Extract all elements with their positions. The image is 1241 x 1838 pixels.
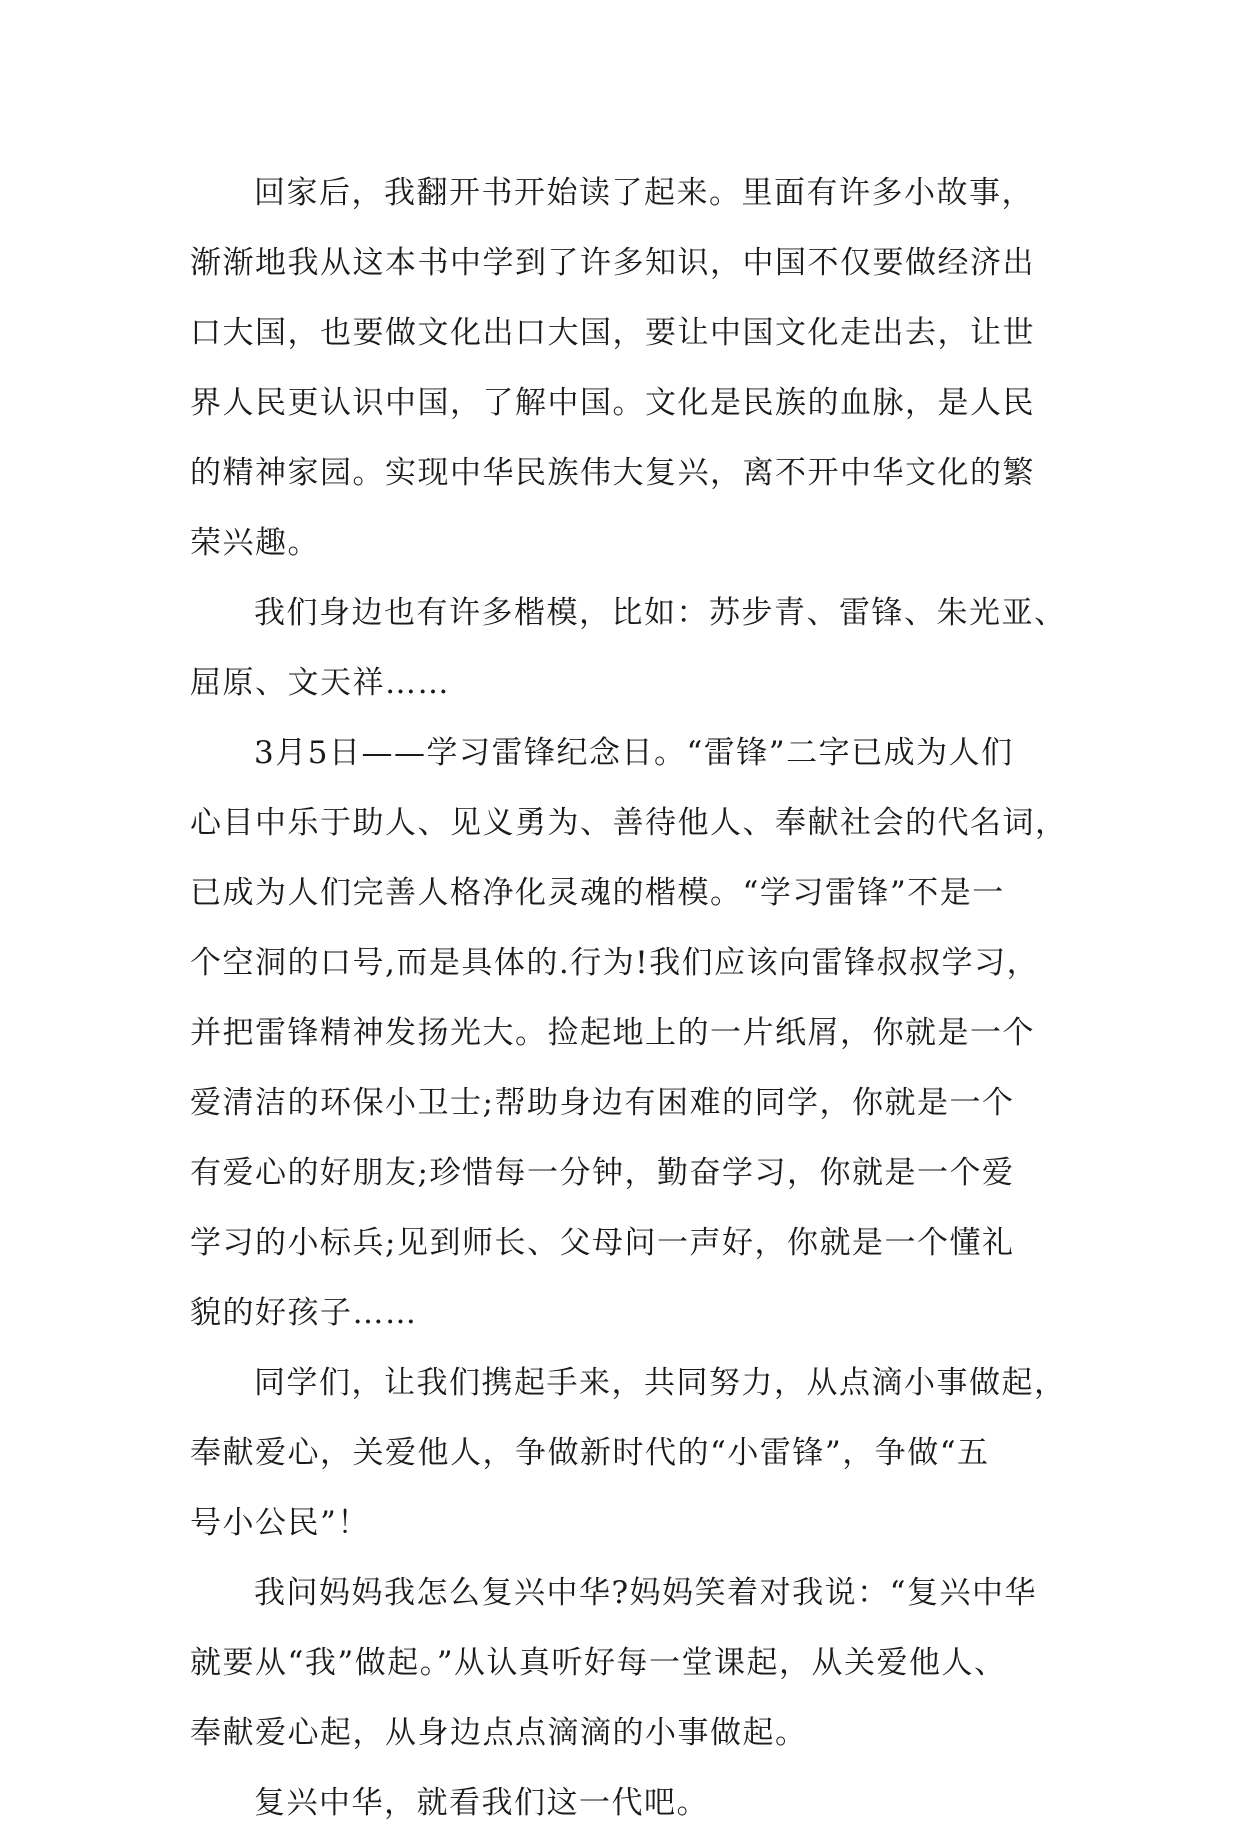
- text-line: 学习的小标兵;见到师长、父母问一声好，你就是一个懂礼: [190, 1225, 1015, 1261]
- text-line: 我问妈妈我怎么复兴中华?妈妈笑着对我说：“复兴中华: [254, 1575, 1037, 1611]
- text-line: 口大国，也要做文化出口大国，要让中国文化走出去，让世: [190, 315, 1035, 351]
- text-line: 已成为人们完善人格净化灵魂的楷模。“学习雷锋”不是一: [190, 875, 1005, 911]
- text-line: 号小公民”！: [190, 1505, 370, 1541]
- text-line: 并把雷锋精神发扬光大。捡起地上的一片纸屑，你就是一个: [190, 1015, 1035, 1051]
- text-line: 回家后，我翻开书开始读了起来。里面有许多小故事，: [254, 175, 1034, 211]
- text-line: 就要从“我”做起。”从认真听好每一堂课起，从关爱他人、: [190, 1645, 1007, 1681]
- text-line: 奉献爱心起，从身边点点滴滴的小事做起。: [190, 1715, 808, 1751]
- text-line: 我们身边也有许多楷模，比如：苏步青、雷锋、朱光亚、: [254, 595, 1067, 631]
- paragraph-6: [190, 1768, 1052, 1838]
- document-body: [190, 158, 1068, 1838]
- text-line: 奉献爱心，关爱他人，争做新时代的“小雷锋”，争做“五: [190, 1435, 990, 1471]
- paragraph-5: [190, 1558, 1052, 1768]
- text-line: 的精神家园。实现中华民族伟大复兴，离不开中华文化的繁: [190, 455, 1035, 491]
- text-line: 个空洞的口号,而是具体的.行为!我们应该向雷锋叔叔学习，: [190, 945, 1040, 981]
- paragraph-1: [190, 158, 1052, 578]
- text-line: 心目中乐于助人、见义勇为、善待他人、奉献社会的代名词，: [190, 805, 1068, 841]
- paragraph-2: [190, 578, 1067, 718]
- paragraph-4: [190, 1348, 1067, 1558]
- text-line: 3月5日——学习雷锋纪念日。“雷锋”二字已成为人们: [254, 735, 1014, 771]
- paragraph-3: [190, 718, 1068, 1348]
- text-line: 界人民更认识中国，了解中国。文化是民族的血脉，是人民: [190, 385, 1035, 421]
- text-line: 屈原、文天祥……: [190, 665, 450, 701]
- text-line: 同学们，让我们携起手来，共同努力，从点滴小事做起，: [254, 1365, 1067, 1401]
- text-line: 荣兴趣。: [190, 525, 320, 561]
- text-line: 复兴中华，就看我们这一代吧。: [254, 1785, 709, 1821]
- text-line: 有爱心的好朋友;珍惜每一分钟，勤奋学习，你就是一个爱: [190, 1155, 1015, 1191]
- text-line: 渐渐地我从这本书中学到了许多知识，中国不仅要做经济出: [190, 245, 1035, 281]
- text-line: 貌的好孩子……: [190, 1295, 418, 1331]
- text-line: 爱清洁的环保小卫士;帮助身边有困难的同学，你就是一个: [190, 1085, 1015, 1121]
